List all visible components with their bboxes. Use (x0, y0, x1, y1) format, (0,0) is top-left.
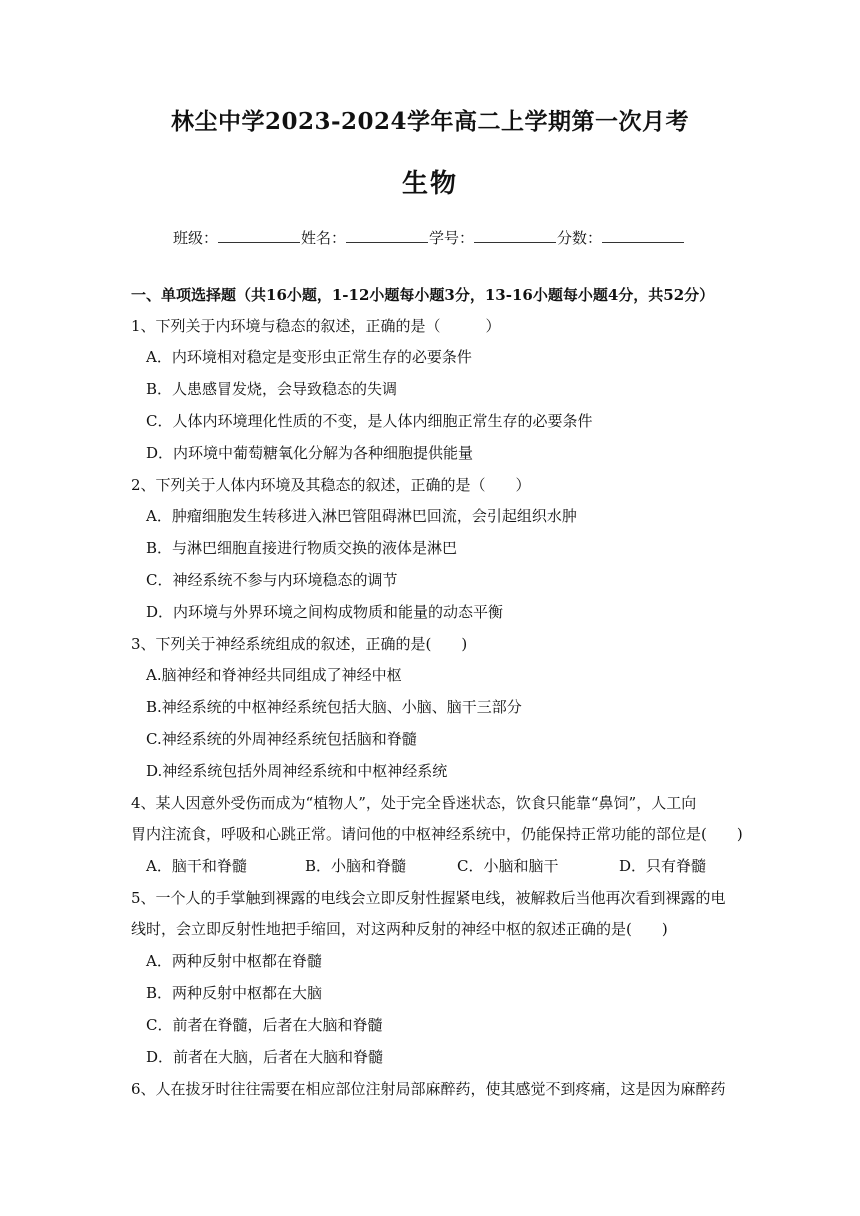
option: B．小脑和脊髓 (305, 857, 407, 875)
option: D．前者在大脑，后者在大脑和脊髓 (146, 1048, 384, 1066)
option: C．人体内环境理化性质的不变，是人体内细胞正常生存的必要条件 (146, 412, 593, 430)
question-stem: 1、下列关于内环境与稳态的叙述，正确的是（ ） (131, 317, 501, 335)
option: D.神经系统包括外周神经系统和中枢神经系统 (146, 762, 448, 780)
option: D．只有脊髓 (619, 857, 707, 875)
option: A．脑干和脊髓 (146, 857, 247, 875)
option: A．两种反射中枢都在脊髓 (146, 952, 322, 970)
class-blank[interactable] (218, 228, 300, 243)
name-label: 姓名： (301, 229, 347, 247)
option: B．两种反射中枢都在大脑 (146, 984, 323, 1002)
option: C．小脑和脑干 (457, 857, 559, 875)
option: A.脑神经和脊神经共同组成了神经中枢 (146, 666, 402, 684)
option: B．人患感冒发烧，会导致稳态的失调 (146, 380, 398, 398)
score-label: 分数： (557, 229, 603, 247)
score-blank[interactable] (602, 228, 684, 243)
student-info-row (173, 227, 685, 248)
question-stem-cont: 胃内注流食，呼吸和心跳正常。请问他的中枢神经系统中，仍能保持正常功能的部位是( ) (131, 825, 743, 843)
question-stem: 4、某人因意外受伤而成为“植物人”，处于完全昏迷状态，饮食只能靠“鼻饲”，人工向 (131, 794, 697, 812)
name-blank[interactable] (346, 228, 428, 243)
student-id-blank[interactable] (474, 228, 556, 243)
option: B．与淋巴细胞直接进行物质交换的液体是淋巴 (146, 539, 458, 557)
option: D．内环境中葡萄糖氧化分解为各种细胞提供能量 (146, 444, 474, 462)
section-heading: 一、单项选择题（共16小题，1-12小题每小题3分，13-16小题每小题4分，共52分） (131, 286, 715, 304)
question-stem: 3、下列关于神经系统组成的叙述，正确的是( ) (131, 635, 468, 653)
option: C．神经系统不参与内环境稳态的调节 (146, 571, 398, 589)
option: B.神经系统的中枢神经系统包括大脑、小脑、脑干三部分 (146, 698, 522, 716)
question-stem: 2、下列关于人体内环境及其稳态的叙述，正确的是（ ） (131, 476, 531, 494)
option: C.神经系统的外周神经系统包括脑和脊髓 (146, 730, 417, 748)
option: A．肿瘤细胞发生转移进入淋巴管阻碍淋巴回流，会引起组织水肿 (146, 507, 577, 525)
student-id-label: 学号： (429, 229, 475, 247)
option-row (146, 855, 706, 876)
class-label: 班级： (173, 229, 219, 247)
question-stem: 5、一个人的手掌触到裸露的电线会立即反射性握紧电线，被解救后当他再次看到裸露的电 (131, 889, 726, 907)
option: D．内环境与外界环境之间构成物质和能量的动态平衡 (146, 603, 504, 621)
question-stem: 6、人在拔牙时往往需要在相应部位注射局部麻醉药，使其感觉不到疼痛，这是因为麻醉药 (131, 1080, 726, 1098)
question-stem-cont: 线时，会立即反射性地把手缩回，对这两种反射的神经中枢的叙述正确的是( ) (131, 920, 668, 938)
subject-title: 生物 (401, 169, 458, 199)
option: A．内环境相对稳定是变形虫正常生存的必要条件 (146, 348, 472, 366)
exam-title: 林尘中学2023-2024学年高二上学期第一次月考 (170, 108, 690, 135)
option: C．前者在脊髓，后者在大脑和脊髓 (146, 1016, 383, 1034)
